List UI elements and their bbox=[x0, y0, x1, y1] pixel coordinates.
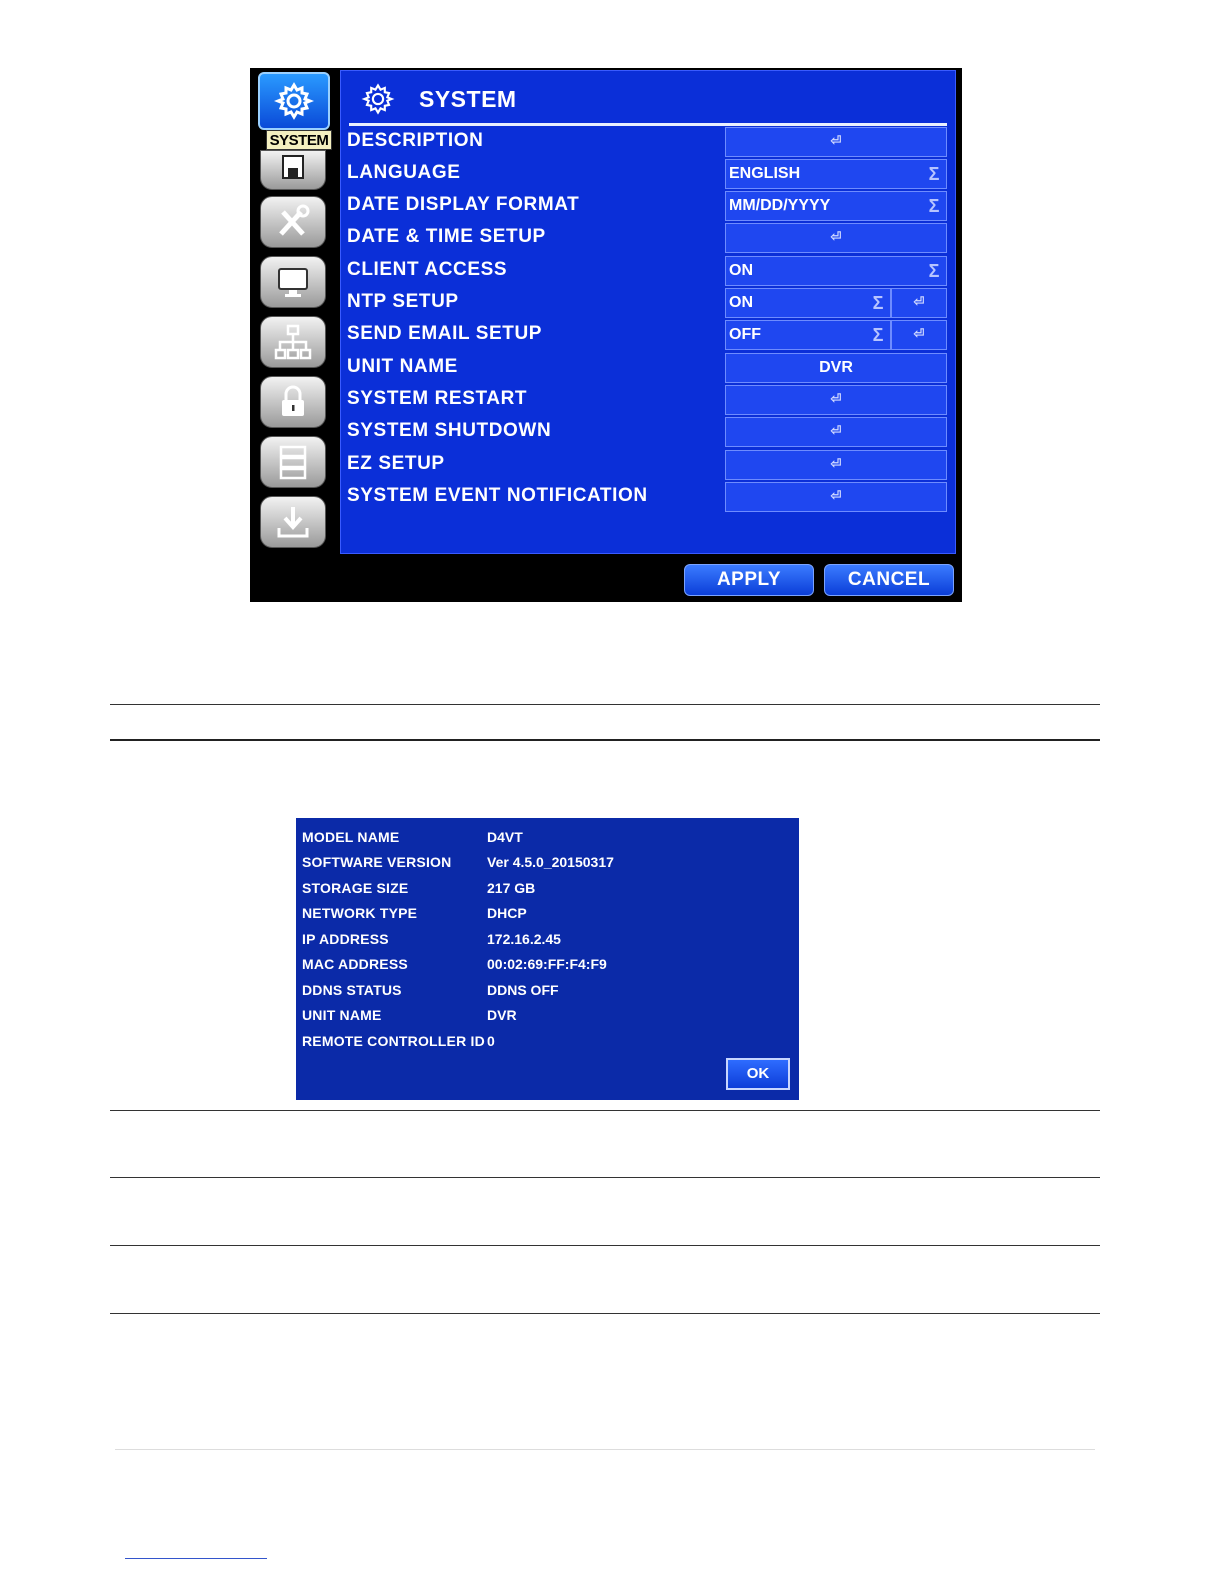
dropdown-icon: Σ bbox=[928, 164, 940, 184]
footer-rule bbox=[115, 1449, 1095, 1450]
date-format-select[interactable] bbox=[725, 191, 947, 221]
info-value: DDNS OFF bbox=[487, 982, 559, 998]
menu-row-send-email-setup bbox=[341, 320, 957, 350]
apply-button[interactable]: APPLY bbox=[684, 564, 814, 596]
menu-row-description bbox=[341, 127, 957, 157]
menu-row-system-event-notification bbox=[341, 482, 957, 512]
info-label: DDNS STATUS bbox=[302, 982, 402, 998]
panel-title: SYSTEM bbox=[419, 85, 517, 112]
menu-label: LANGUAGE bbox=[347, 162, 461, 183]
info-label: NETWORK TYPE bbox=[302, 905, 418, 921]
sidebar-tooltip: SYSTEM bbox=[266, 130, 332, 150]
menu-row-date-time-setup bbox=[341, 223, 957, 253]
enter-icon: ⏎ bbox=[913, 326, 925, 341]
system-event-notification-enter-button[interactable] bbox=[725, 482, 947, 512]
storage-icon bbox=[273, 442, 313, 482]
info-label: STORAGE SIZE bbox=[302, 880, 409, 896]
unit-name-field[interactable] bbox=[725, 353, 947, 383]
system-shutdown-enter-button[interactable] bbox=[725, 417, 947, 447]
info-row bbox=[296, 956, 799, 978]
system-info-screenshot bbox=[296, 818, 799, 1100]
unit-name-value: DVR bbox=[819, 359, 853, 376]
system-panel bbox=[340, 70, 956, 554]
menu-label: SYSTEM EVENT NOTIFICATION bbox=[347, 485, 648, 506]
select-value: MM/DD/YYYY bbox=[729, 197, 831, 214]
enter-icon: ⏎ bbox=[830, 133, 842, 148]
send-email-setup-enter-button[interactable] bbox=[891, 320, 947, 350]
download-icon bbox=[273, 502, 313, 542]
menu-label: SEND EMAIL SETUP bbox=[347, 323, 543, 344]
enter-icon: ⏎ bbox=[913, 294, 925, 309]
menu-row-unit-name bbox=[341, 353, 957, 383]
info-row bbox=[296, 1033, 799, 1055]
info-row bbox=[296, 1007, 799, 1029]
select-value: OFF bbox=[729, 326, 761, 343]
monitor-icon bbox=[273, 262, 313, 302]
info-row bbox=[296, 931, 799, 953]
client-access-select[interactable] bbox=[725, 256, 947, 286]
info-label: UNIT NAME bbox=[302, 1007, 382, 1023]
send-email-select[interactable] bbox=[725, 320, 891, 350]
description-enter-button[interactable] bbox=[725, 127, 947, 157]
table-rule bbox=[110, 1313, 1100, 1314]
lock-icon bbox=[273, 382, 313, 422]
sidebar-item-tools[interactable] bbox=[260, 196, 326, 248]
sidebar-item-system[interactable] bbox=[258, 72, 330, 130]
sidebar-item-network[interactable] bbox=[260, 316, 326, 368]
tools-icon bbox=[273, 202, 313, 242]
gear-icon bbox=[274, 81, 314, 121]
sidebar bbox=[250, 68, 338, 602]
info-label: MODEL NAME bbox=[302, 829, 400, 845]
panel-header bbox=[361, 79, 517, 119]
language-select[interactable] bbox=[725, 159, 947, 189]
floppy-disk-icon bbox=[273, 150, 313, 190]
menu-row-client-access bbox=[341, 256, 957, 286]
enter-icon: ⏎ bbox=[830, 488, 842, 503]
ntp-select[interactable] bbox=[725, 288, 891, 318]
ok-button[interactable]: OK bbox=[726, 1058, 790, 1090]
dropdown-icon: Σ bbox=[872, 293, 884, 313]
select-value: ON bbox=[729, 262, 753, 279]
enter-icon: ⏎ bbox=[830, 391, 842, 406]
menu-label: SYSTEM RESTART bbox=[347, 388, 528, 409]
table-rule bbox=[110, 1177, 1100, 1178]
menu-label: DESCRIPTION bbox=[347, 130, 484, 151]
info-value: D4VT bbox=[487, 829, 523, 845]
menu-label: CLIENT ACCESS bbox=[347, 259, 508, 280]
info-value: DHCP bbox=[487, 905, 527, 921]
menu-row-date-display-format bbox=[341, 191, 957, 221]
dropdown-icon: Σ bbox=[928, 261, 940, 281]
table-rule bbox=[110, 739, 1100, 741]
info-value: DVR bbox=[487, 1007, 517, 1023]
menu-label: NTP SETUP bbox=[347, 291, 459, 312]
sidebar-item-record[interactable] bbox=[260, 150, 326, 190]
enter-icon: ⏎ bbox=[830, 229, 842, 244]
menu-label: EZ SETUP bbox=[347, 453, 445, 474]
table-rule bbox=[110, 1110, 1100, 1111]
info-value: 0 bbox=[487, 1033, 495, 1049]
info-row bbox=[296, 854, 799, 876]
info-label: SOFTWARE VERSION bbox=[302, 854, 452, 870]
menu-label: UNIT NAME bbox=[347, 356, 458, 377]
menu-label: DATE DISPLAY FORMAT bbox=[347, 194, 580, 215]
info-value: Ver 4.5.0_20150317 bbox=[487, 854, 614, 870]
table-rule bbox=[110, 1245, 1100, 1246]
info-label: REMOTE CONTROLLER ID bbox=[302, 1033, 485, 1049]
enter-icon: ⏎ bbox=[830, 423, 842, 438]
gear-icon bbox=[361, 82, 395, 116]
info-value: 172.16.2.45 bbox=[487, 931, 561, 947]
menu-row-ez-setup bbox=[341, 450, 957, 480]
select-value: ON bbox=[729, 294, 753, 311]
menu-row-system-restart bbox=[341, 385, 957, 415]
info-row bbox=[296, 829, 799, 851]
footer-link-underline bbox=[125, 1558, 267, 1559]
sidebar-item-storage[interactable] bbox=[260, 436, 326, 488]
table-rule bbox=[110, 704, 1100, 705]
info-label: MAC ADDRESS bbox=[302, 956, 408, 972]
menu-row-language bbox=[341, 159, 957, 189]
info-row bbox=[296, 905, 799, 927]
sidebar-item-security[interactable] bbox=[260, 376, 326, 428]
ntp-setup-enter-button[interactable] bbox=[891, 288, 947, 318]
cancel-button[interactable]: CANCEL bbox=[824, 564, 954, 596]
info-value: 217 GB bbox=[487, 880, 536, 896]
info-row bbox=[296, 982, 799, 1004]
sidebar-item-display[interactable] bbox=[260, 256, 326, 308]
menu-row-ntp-setup bbox=[341, 288, 957, 318]
dropdown-icon: Σ bbox=[928, 196, 940, 216]
system-menu-screenshot bbox=[250, 68, 962, 602]
menu-row-system-shutdown bbox=[341, 417, 957, 447]
title-divider bbox=[349, 123, 947, 126]
info-row bbox=[296, 880, 799, 902]
info-label: IP ADDRESS bbox=[302, 931, 389, 947]
enter-icon: ⏎ bbox=[830, 456, 842, 471]
date-time-setup-enter-button[interactable] bbox=[725, 223, 947, 253]
sidebar-item-backup[interactable] bbox=[260, 496, 326, 548]
dropdown-icon: Σ bbox=[872, 325, 884, 345]
menu-label: DATE & TIME SETUP bbox=[347, 226, 546, 247]
network-icon bbox=[273, 322, 313, 362]
select-value: ENGLISH bbox=[729, 165, 801, 182]
ez-setup-enter-button[interactable] bbox=[725, 450, 947, 480]
menu-label: SYSTEM SHUTDOWN bbox=[347, 420, 552, 441]
system-restart-enter-button[interactable] bbox=[725, 385, 947, 415]
info-value: 00:02:69:FF:F4:F9 bbox=[487, 956, 607, 972]
